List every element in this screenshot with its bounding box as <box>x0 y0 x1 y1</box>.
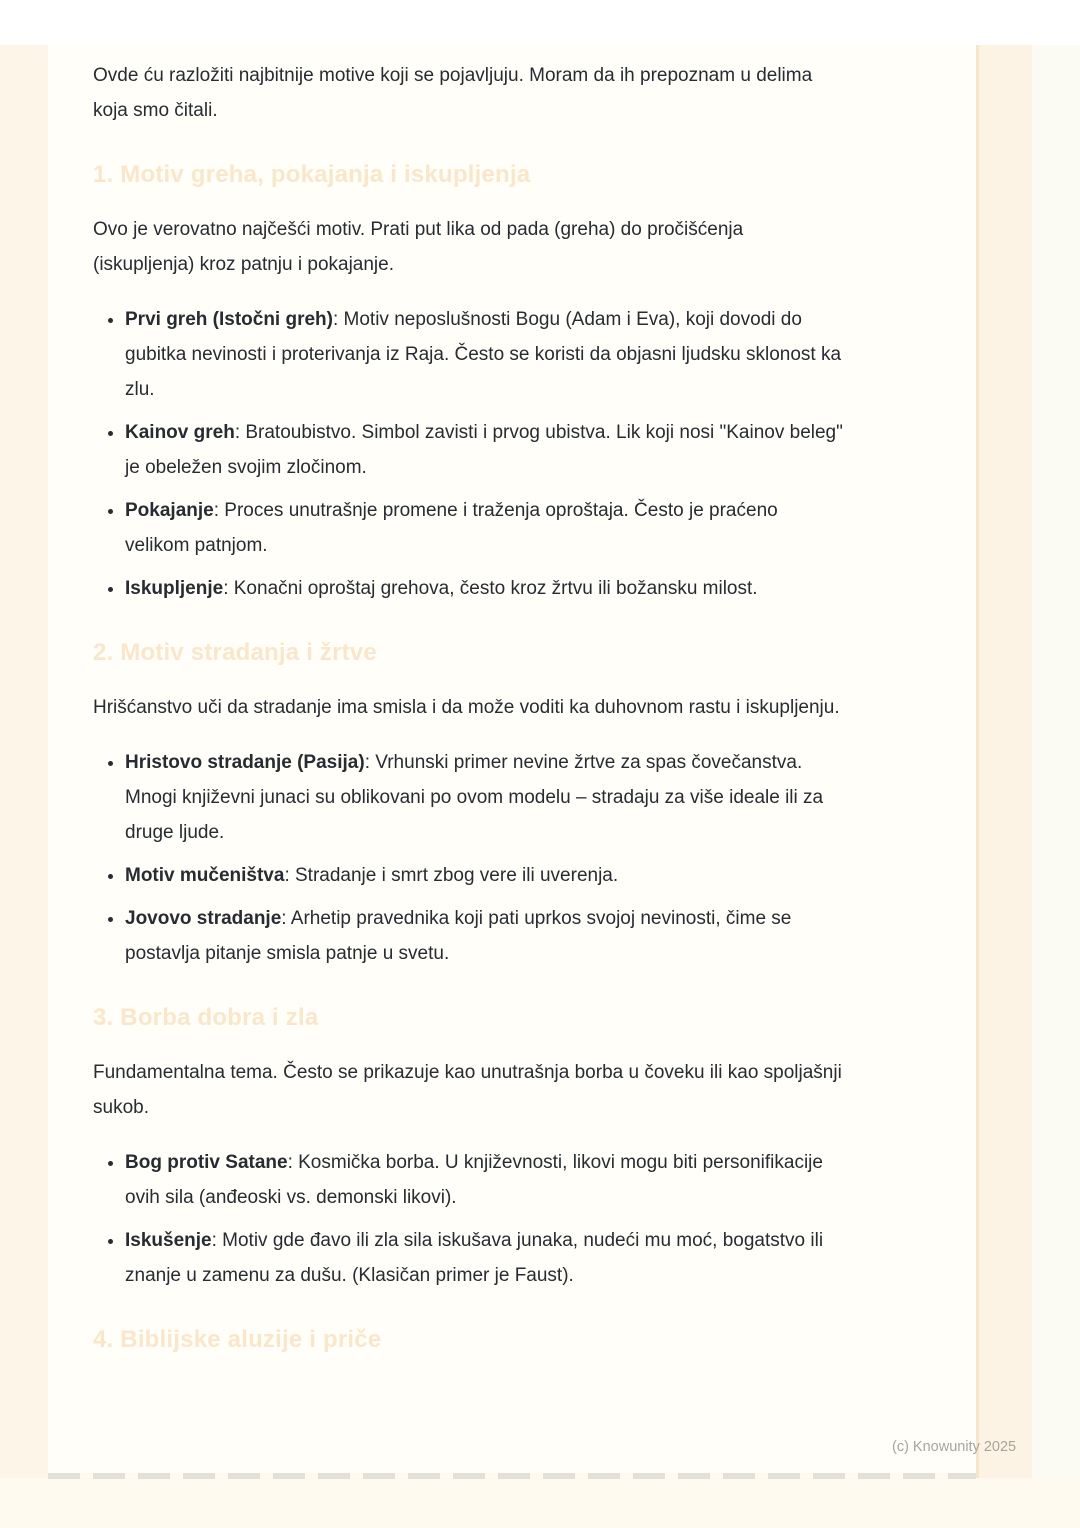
section-heading-2: 2. Motiv stradanja i žrtve <box>93 639 377 666</box>
section-heading-1: 1. Motiv greha, pokajanja i iskupljenja <box>93 161 531 188</box>
list-item <box>125 1145 845 1215</box>
copyright-text: (c) Knowunity 2025 <box>892 1439 1017 1455</box>
motif-term: Iskušenje <box>125 1230 212 1251</box>
motif-desc: : Proces unutrašnje promene i traženja oproštaja. Često je praćeno velikom patnjom. <box>125 500 778 556</box>
motif-list-3 <box>93 1145 845 1293</box>
motif-term: Hristovo stradanje (Pasija) <box>125 752 365 773</box>
intro-paragraph: Ovde ću razložiti najbitnije motive koji se pojavljuju. Moram da ih prepoznam u delima koja smo čitali. <box>93 65 813 121</box>
list-item <box>125 1223 845 1293</box>
list-item <box>125 745 845 850</box>
list-item <box>125 901 845 971</box>
motif-desc: : Motiv neposlušnosti Bogu (Adam i Eva), koji dovodi do gubitka nevinosti i proterivanja iz Raja. Često se koristi da objasni ljudsku sklonost ka zlu. <box>125 309 842 400</box>
motif-term: Iskupljenje <box>125 578 224 599</box>
section-heading-4: 4. Biblijske aluzije i priče <box>93 1326 382 1353</box>
motif-desc: : Stradanje i smrt zbog vere ili uverenja. <box>284 865 619 886</box>
motif-desc: : Arhetip pravednika koji pati uprkos svojoj nevinosti, čime se postavlja pitanje smisla patnje u svetu. <box>125 908 792 964</box>
document-page <box>48 45 976 1473</box>
list-item <box>125 415 845 485</box>
page-break-dashed-line <box>48 1473 976 1479</box>
motif-list-1 <box>93 302 845 606</box>
list-item <box>125 493 845 563</box>
document-content <box>93 58 845 1355</box>
section-lead-3: Fundamentalna tema. Često se prikazuje kao unutrašnja borba u čoveku ili kao spoljašnji sukob. <box>93 1062 842 1118</box>
top-white-band <box>0 0 1080 45</box>
list-item <box>125 858 845 893</box>
motif-term: Bog protiv Satane <box>125 1152 288 1173</box>
motif-desc: : Kosmička borba. U književnosti, likovi mogu biti personifikacije ovih sila (anđeoski vs. demonski likovi). <box>125 1152 823 1208</box>
list-item <box>125 302 845 407</box>
section-heading-3: 3. Borba dobra i zla <box>93 1004 319 1031</box>
motif-list-2 <box>93 745 845 971</box>
motif-term: Prvi greh (Istočni greh) <box>125 309 333 330</box>
motif-desc: : Konačni oproštaj grehova, često kroz žrtvu ili božansku milost. <box>223 578 758 599</box>
motif-term: Motiv mučeništva <box>125 865 285 886</box>
motif-desc: : Motiv gde đavo ili zla sila iskušava junaka, nudeći mu moć, bogatstvo ili znanje u zamenu za dušu. (Klasičan primer je Faust). <box>125 1230 824 1286</box>
list-item <box>125 571 845 606</box>
left-margin-strip <box>0 45 48 1478</box>
motif-desc: : Vrhunski primer nevine žrtve za spas čovečanstva. Mnogi književni junaci su oblikovani po ovom modelu – stradaju za više ideale ili za druge ljude. <box>125 752 824 843</box>
right-outer-strip <box>1032 45 1080 1478</box>
section-lead-1: Ovo je verovatno najčešći motiv. Prati put lika od pada (greha) do pročišćenja (iskupljenja) kroz patnju i pokajanje. <box>93 219 744 275</box>
motif-term: Jovovo stradanje <box>125 908 282 929</box>
motif-desc: : Bratoubistvo. Simbol zavisti i prvog ubistva. Lik koji nosi "Kainov beleg" je obeležen svojim zločinom. <box>125 422 843 478</box>
right-cream-strip <box>979 45 1032 1478</box>
section-lead-2: Hrišćanstvo uči da stradanje ima smisla i da može voditi ka duhovnom rastu i iskupljenju. <box>93 697 840 718</box>
motif-term: Pokajanje <box>125 500 214 521</box>
motif-term: Kainov greh <box>125 422 235 443</box>
